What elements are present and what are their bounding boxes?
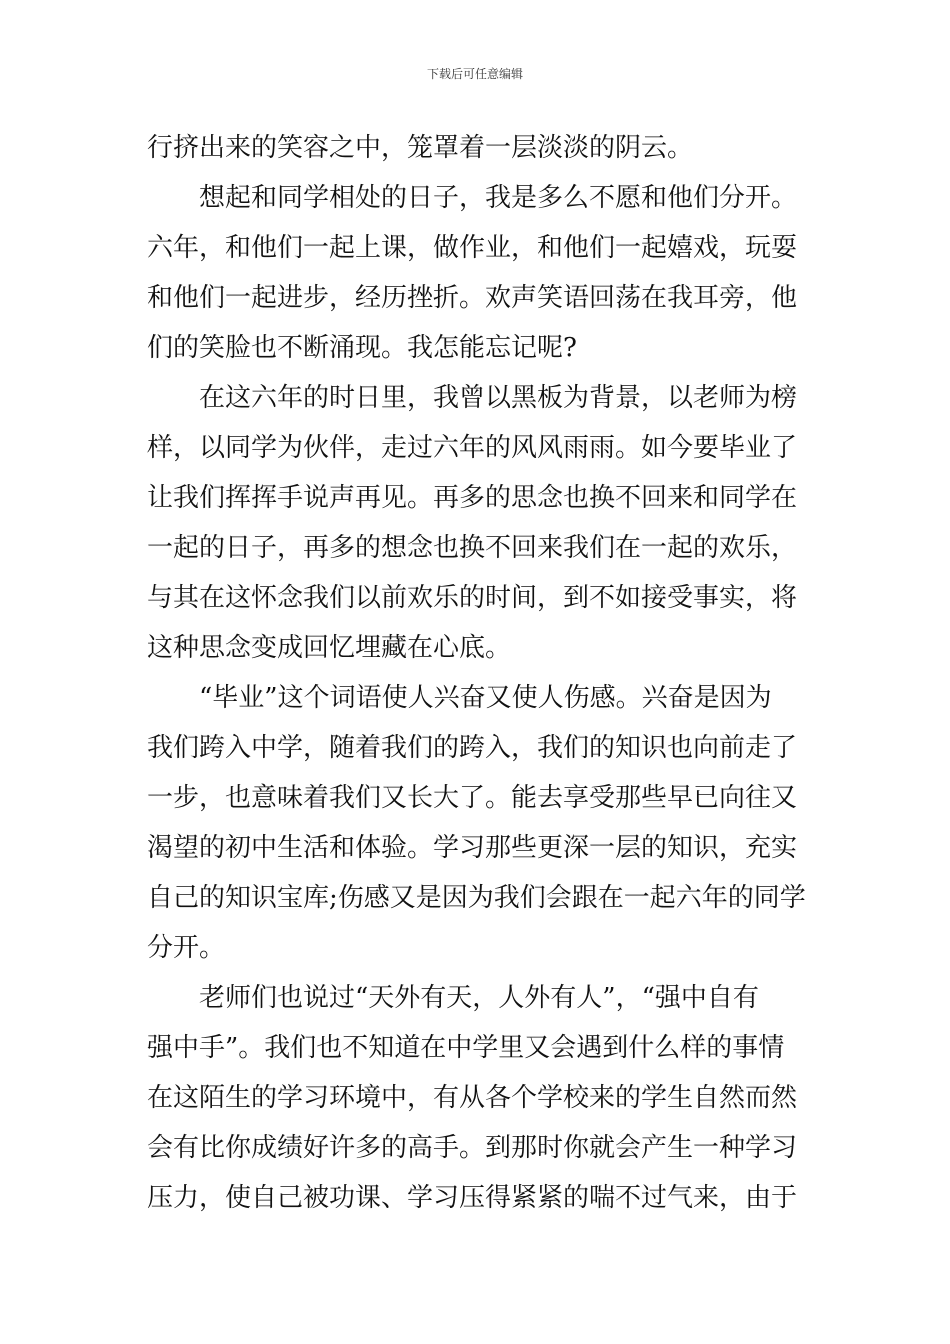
text-line: 这种思念变成回忆埋藏在心底。 [147, 633, 512, 663]
text-line: 样，以同学为伙伴，走过六年的风风雨雨。如今要毕业了 [147, 433, 798, 463]
text-line: 在这六年的时日里，我曾以黑板为背景，以老师为榜 [199, 383, 798, 413]
text-line: 强中手”。我们也不知道在中学里又会遇到什么样的事情 [147, 1033, 785, 1063]
text-line: 会有比你成绩好许多的高手。到那时你就会产生一种学习 [147, 1133, 798, 1163]
text-line: 老师们也说过“天外有天，人外有人”，“强中自有 [199, 983, 759, 1013]
text-line: 一步，也意味着我们又长大了。能去享受那些早已向往又 [147, 783, 798, 813]
text-line: 分开。 [147, 933, 226, 963]
text-line: 六年，和他们一起上课，做作业，和他们一起嬉戏，玩耍 [147, 233, 798, 263]
text-line: 一起的日子，再多的想念也换不回来我们在一起的欢乐， [147, 533, 798, 563]
text-line: 行挤出来的笑容之中，笼罩着一层淡淡的阴云。 [147, 133, 694, 163]
text-line: 压力，使自己被功课、学习压得紧紧的喘不过气来，由于 [147, 1183, 798, 1213]
page-header: 下载后可任意编辑 [426, 67, 523, 81]
text-line: 我们跨入中学，随着我们的跨入，我们的知识也向前走了 [147, 733, 798, 763]
text-line: 在这陌生的学习环境中，有从各个学校来的学生自然而然 [147, 1083, 798, 1113]
text-line: 与其在这怀念我们以前欢乐的时间，到不如接受事实，将 [147, 583, 798, 613]
text-line: 和他们一起进步，经历挫折。欢声笑语回荡在我耳旁，他 [147, 283, 798, 313]
text-line: 们的笑脸也不断涌现。我怎能忘记呢? [147, 333, 577, 363]
text-line: 自己的知识宝库;伤感又是因为我们会跟在一起六年的同学 [147, 883, 806, 913]
text-line: 让我们挥挥手说声再见。再多的思念也换不回来和同学在 [147, 483, 798, 513]
text-line: 渴望的初中生活和体验。学习那些更深一层的知识，充实 [147, 833, 798, 863]
text-line: “毕业”这个词语使人兴奋又使人伤感。兴奋是因为 [199, 683, 772, 713]
text-line: 想起和同学相处的日子，我是多么不愿和他们分开。 [199, 183, 798, 213]
document-body [147, 123, 807, 1223]
